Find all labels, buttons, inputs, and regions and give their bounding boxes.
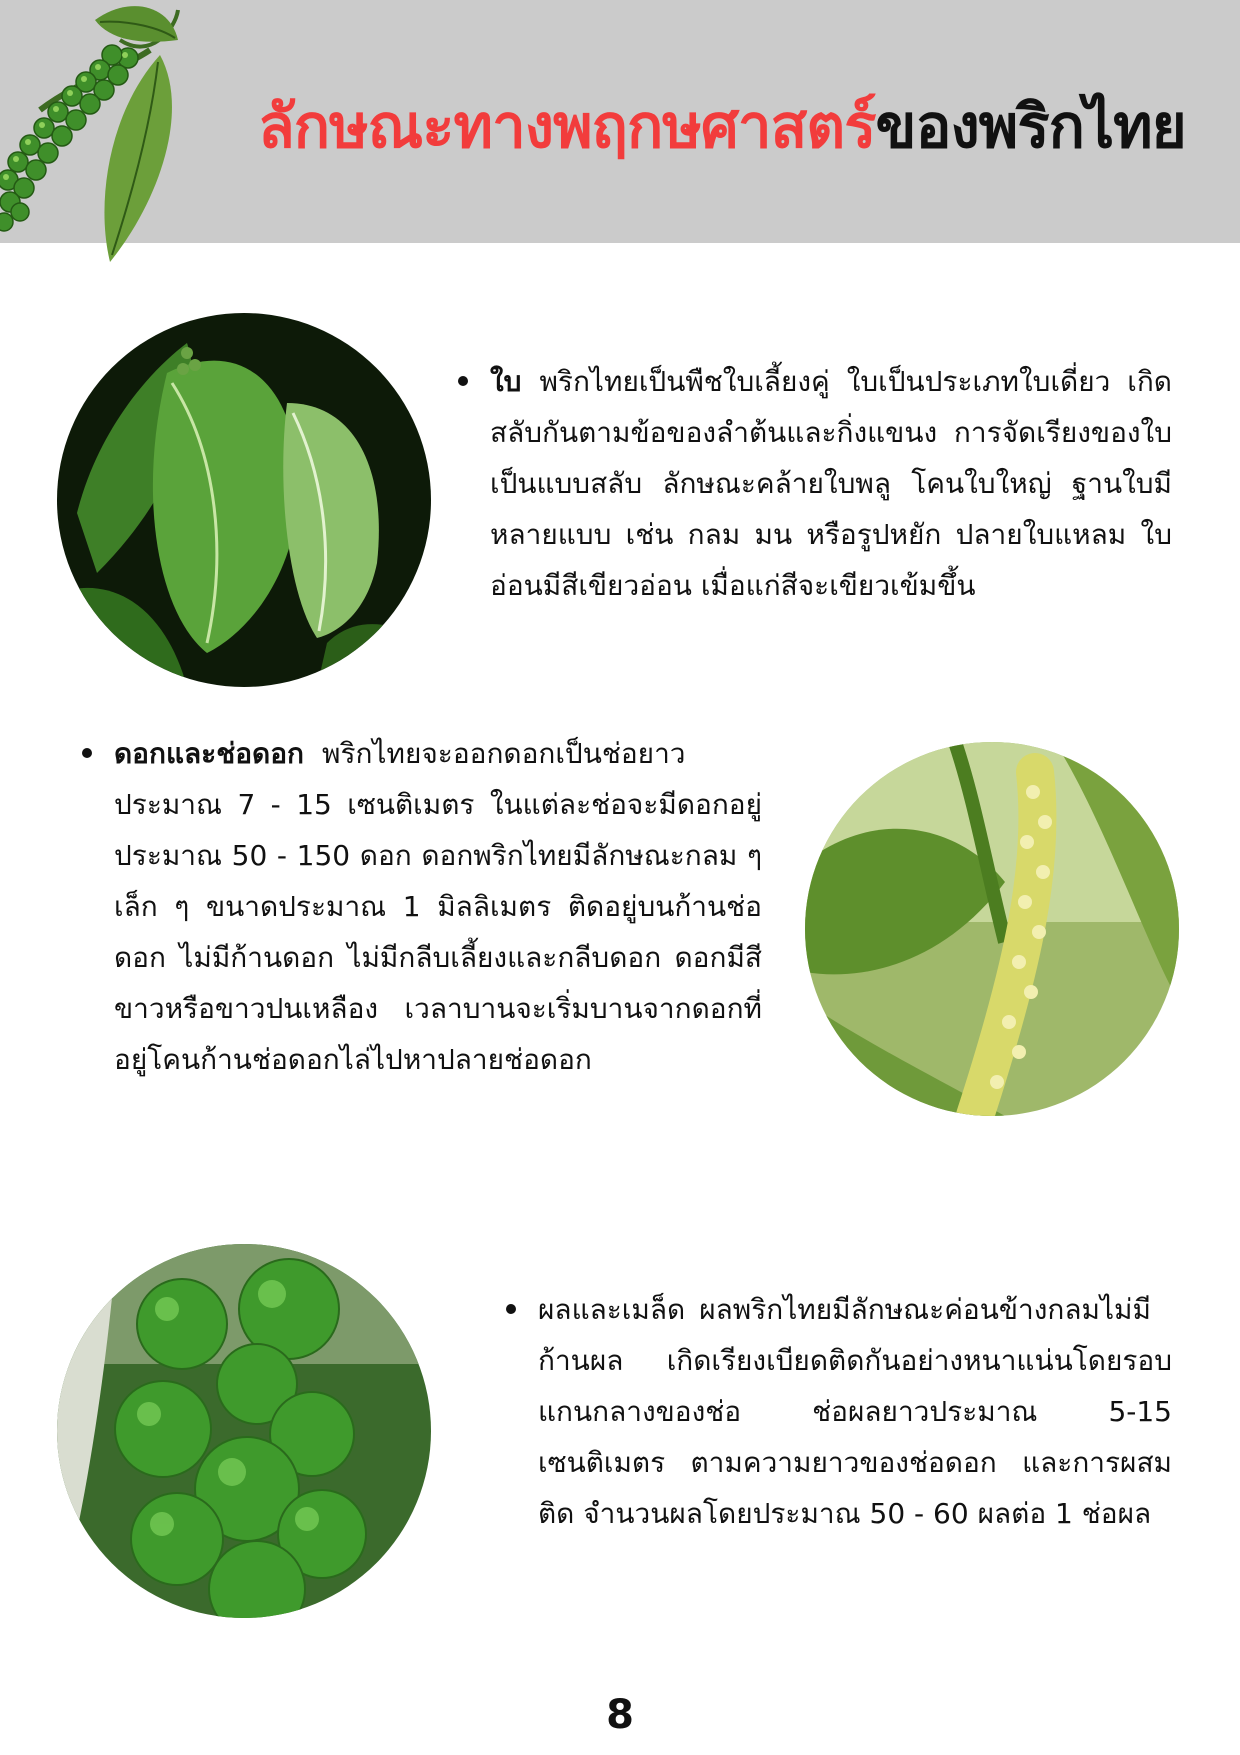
section-term: ใบ (490, 365, 522, 398)
section-term: ผลและเมล็ด (538, 1293, 686, 1326)
list-item (450, 356, 1172, 611)
section-term: ดอกและช่อดอก (114, 737, 304, 770)
title-red-part: ลักษณะทางพฤกษศาสตร์ (258, 92, 876, 162)
section-fruits (498, 1284, 1172, 1539)
page-number: 8 (606, 1692, 634, 1738)
section-text: พริกไทยจะออกดอกเป็นช่อยาวประมาณ 7 - 15 เซนติเมตร ในแต่ละช่อจะมีดอกอยู่ประมาณ 50 - 150 ดอก ดอกพริกไทยมีลักษณะกลม ๆ เล็ก ๆ ขนาดประมาณ 1 มิลลิเมตร ติดอยู่บนก้านช่อดอก ไม่มีก้านดอก ไม่มีกลีบเลี้ยงและกลีบดอก ดอกมีสีขาวหรือขาวปนเหลือง เวลาบานจะเริ่มบานจากดอกที่อยู่โคนก้านช่อดอกไล่ไปหาปลายช่อดอก (114, 737, 762, 1076)
pepper-vine-decoration-icon (0, 0, 190, 265)
pepper-flower-spike-photo-icon (805, 742, 1179, 1116)
section-leaves (450, 356, 1172, 611)
section-text: ผลพริกไทยมีลักษณะค่อนข้างกลมไม่มีก้านผล เกิดเรียงเบียดติดกันอย่างหนาแน่นโดยรอบแกนกลางของช่อ ช่อผลยาวประมาณ 5-15 เซนติเมตร ตามความยาวของช่อดอก และการผสมติด จำนวนผลโดยประมาณ 50 - 60 ผลต่อ 1 ช่อผล (538, 1293, 1172, 1530)
list-item (74, 728, 762, 1085)
section-text: พริกไทยเป็นพืชใบเลี้ยงคู่ ใบเป็นประเภทใบเดี่ยว เกิดสลับกันตามข้อของลำต้นและกิ่งแขนง การจัดเรียงของใบเป็นแบบสลับ ลักษณะคล้ายใบพลู โคนใบใหญ่ ฐานใบมีหลายแบบ เช่น กลม มน หรือรูปหยัก ปลายใบแหลม ใบอ่อนมีสีเขียวอ่อน เมื่อแก่สีจะเขียวเข้มขึ้น (490, 365, 1172, 602)
page-title (258, 88, 1186, 166)
pepper-leaves-photo-icon (57, 313, 431, 687)
section-flowers (74, 728, 762, 1085)
title-black-part: ของพริกไทย (875, 92, 1186, 162)
list-item (498, 1284, 1172, 1539)
pepper-berries-photo-icon (57, 1244, 431, 1618)
